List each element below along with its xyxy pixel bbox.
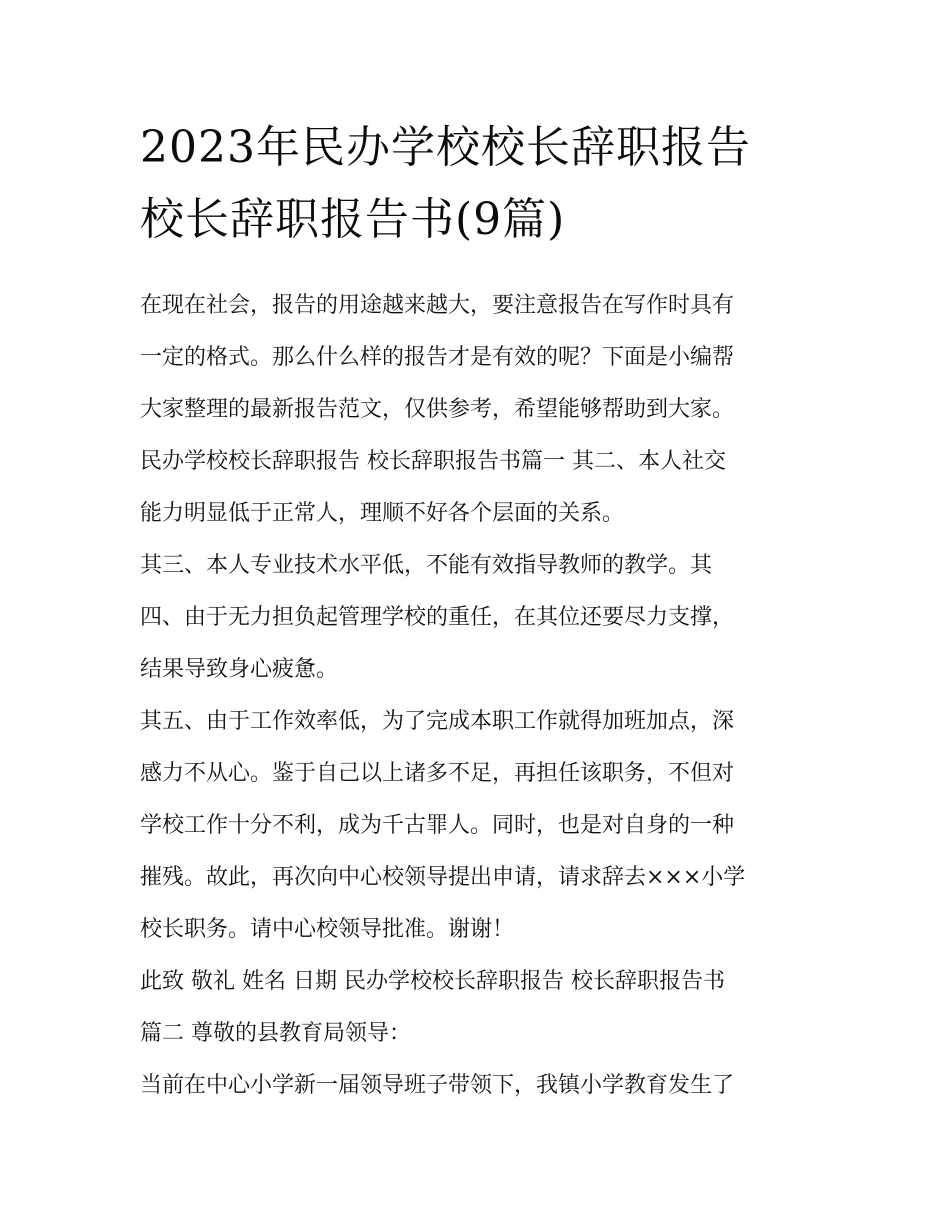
paragraph-closing-part-two: 此致 敬礼 姓名 日期 民办学校校长辞职报告 校长辞职报告书 篇二 尊敬的县教育局领导： <box>140 969 725 1046</box>
paragraph-part-one: 民办学校校长辞职报告 校长辞职报告书篇一 其二、本人社交 能力明显低于正常人，理顺不好各个层面的关系。 <box>140 449 726 526</box>
paragraph-part-two-body: 当前在中心小学新一届领导班子带领下，我镇小学教育发生了 <box>140 1073 735 1098</box>
paragraph-reason-five: 其五、由于工作效率低，为了完成本职工作就得加班加点，深 感力不从心。鉴于自己以上诸多不足，再担任该职务，不但对 学校工作十分不利，成为千古罪人。同时，也是对自身的一种 摧残。故此，再次向中心校领导提出申请，请求辞去×××小学 校长职务。请中心校领导批准。谢谢！ <box>140 709 746 942</box>
paragraph-intro: 在现在社会，报告的用途越来越大，要注意报告在写作时具有 一定的格式。那么什么样的报告才是有效的呢？下面是小编帮 大家整理的最新报告范文，仅供参考，希望能够帮助到大家。 <box>140 293 735 422</box>
paragraph-reason-three-four: 其三、本人专业技术水平低，不能有效指导教师的教学。其 四、由于无力担负起管理学校的重任，在其位还要尽力支撑， 结果导致身心疲惫。 <box>140 553 735 682</box>
title-line-2: 校长辞职报告书(9篇) <box>140 194 566 245</box>
document-title <box>140 112 820 256</box>
document-body <box>140 280 830 1112</box>
title-line-1: 2023年民办学校校长辞职报告 <box>140 122 751 173</box>
